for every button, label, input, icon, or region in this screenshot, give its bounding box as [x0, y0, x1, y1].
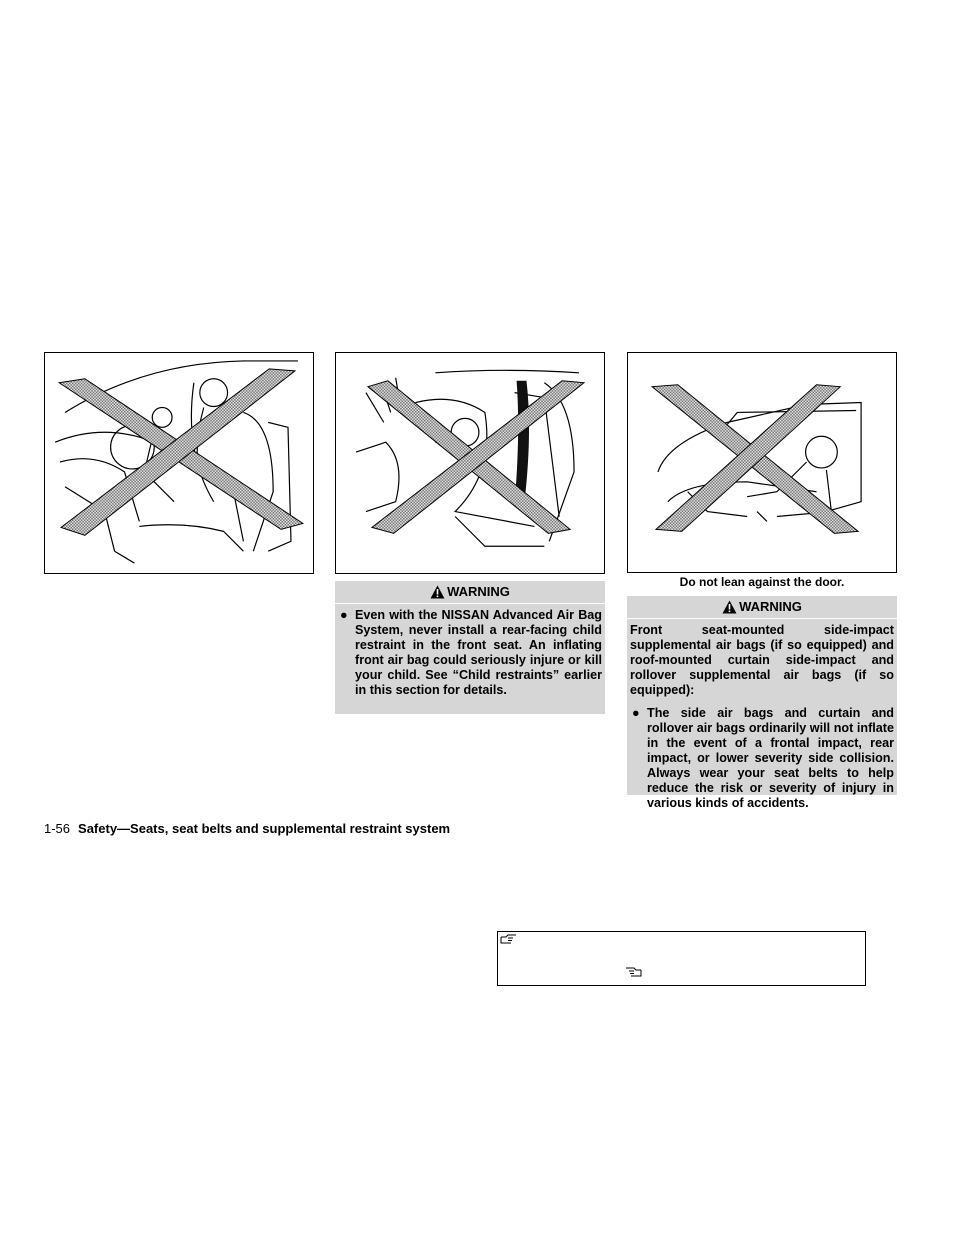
warning-heading: [335, 581, 605, 604]
illustration-person-leaning-on-door: [628, 353, 896, 572]
warning-bullet: [630, 706, 894, 811]
warning-bullet-text: The side air bags and curtain and rollover air bags ordinarily will not inflate in the event of a frontal impact, rear impact, or lower severity side collision. Always wear your seat belts to help reduce the risk or severity of injury in various kinds of accidents.: [647, 706, 894, 810]
section-title: Safety—Seats, seat belts and supplemental restraint system: [78, 821, 451, 836]
page-footer: [44, 821, 450, 836]
page-number: 1-56: [44, 821, 71, 836]
warning-heading-text: WARNING: [447, 584, 510, 599]
figure-caption: Do not lean against the door.: [679, 575, 845, 589]
illustration-child-in-front-seat: [45, 353, 313, 573]
warning-intro: Front seat-mounted side-impact supplemental air bags (if so equipped) and roof-mounted curtain side-impact and rollover supplemental air bags (if so equipped):: [630, 623, 894, 697]
figure-lean-against-door: [627, 352, 897, 573]
warning-box-rear-facing: [335, 581, 605, 714]
bullet-dot: ●: [632, 706, 640, 720]
warning-triangle-icon: [430, 585, 445, 599]
illustration-rear-facing-child-restraint: [336, 353, 604, 573]
pointing-hand-icon: [624, 967, 642, 978]
reference-box: [497, 931, 866, 986]
bullet-dot: ●: [340, 608, 348, 622]
figure-rear-facing-restraint: [335, 352, 605, 574]
warning-bullet-text: Even with the NISSAN Advanced Air Bag System, never install a rear-facing child restraint in the front seat. An inflating front air bag could seriously injure or kill your child. See “Child restraints” earlier in this section for details.: [355, 608, 602, 697]
warning-triangle-icon: [722, 600, 737, 614]
warning-bullet: [338, 608, 602, 698]
warning-box-side-airbags: [627, 596, 897, 810]
pointing-hand-icon: [500, 934, 518, 945]
warning-heading: [627, 596, 897, 619]
warning-heading-text: WARNING: [739, 599, 802, 614]
figure-child-front-seat: [44, 352, 314, 574]
